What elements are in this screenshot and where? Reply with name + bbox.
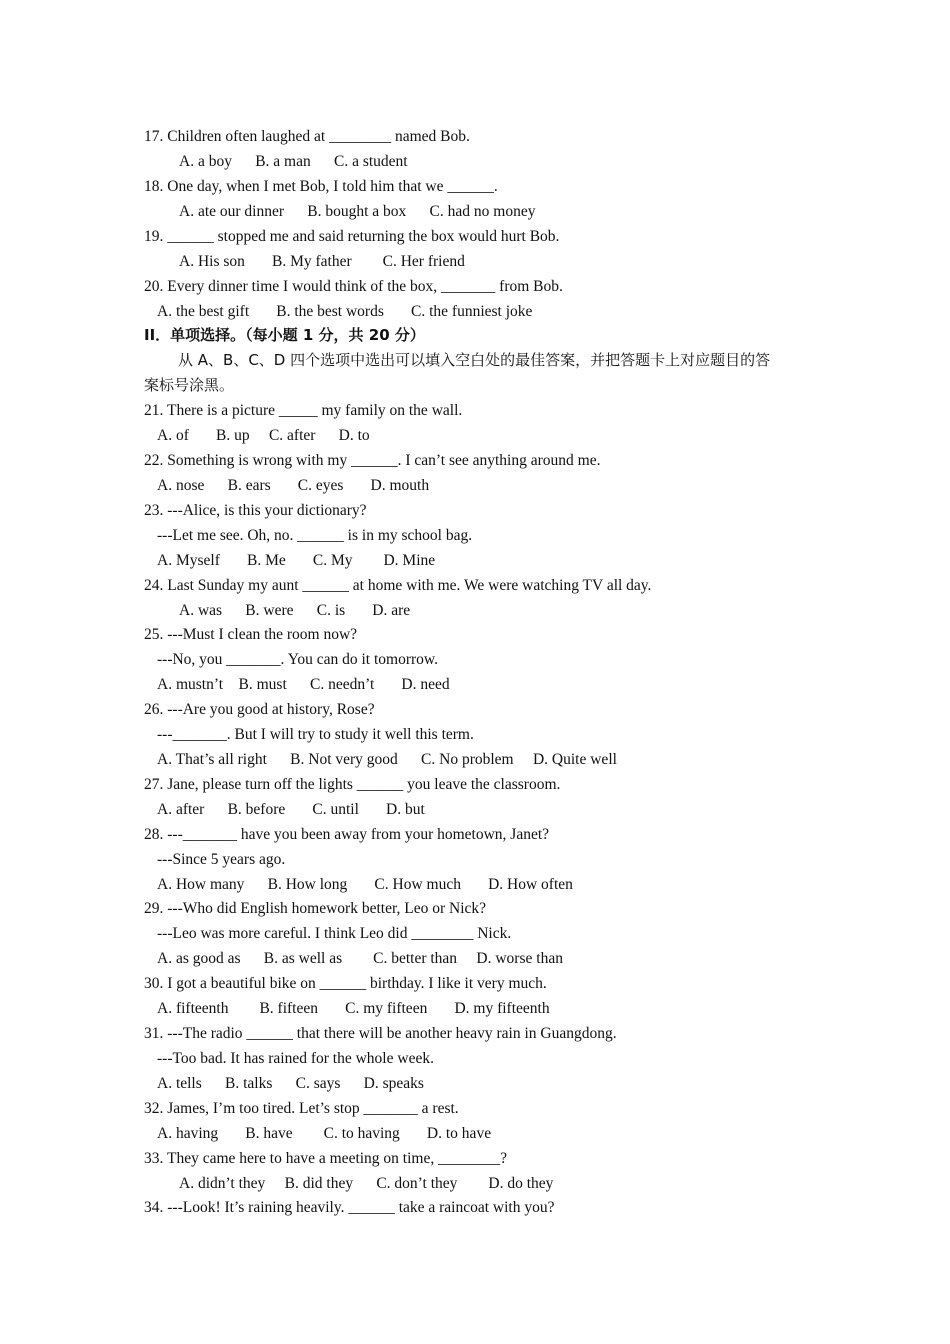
question-34: 34. ---Look! It’s raining heavily. ______ take a raincoat with you? — [144, 1199, 555, 1216]
question-25-reply: ---No, you _______. You can do it tomorrow. — [157, 651, 438, 668]
options-26: A. That’s all right B. Not very good C. No problem D. Quite well — [157, 751, 617, 768]
question-33: 33. They came here to have a meeting on time, ________? — [144, 1150, 507, 1167]
question-19: 19. ______ stopped me and said returning the box would hurt Bob. — [144, 228, 560, 245]
question-31: 31. ---The radio ______ that there will be another heavy rain in Guangdong. — [144, 1025, 617, 1042]
question-24: 24. Last Sunday my aunt ______ at home with me. We were watching TV all day. — [144, 577, 652, 594]
options-19: A. His son B. My father C. Her friend — [179, 253, 465, 270]
options-25: A. mustn’t B. must C. needn’t D. need — [157, 676, 450, 693]
options-22: A. nose B. ears C. eyes D. mouth — [157, 477, 430, 494]
question-22: 22. Something is wrong with my ______. I can’t see anything around me. — [144, 452, 601, 469]
options-17: A. a boy B. a man C. a student — [179, 153, 408, 170]
section-heading: II．单项选择。（每小题 1 分，共 20 分） — [144, 326, 425, 344]
question-23-reply: ---Let me see. Oh, no. ______ is in my school bag. — [157, 527, 473, 544]
options-29: A. as good as B. as well as C. better than D. worse than — [157, 950, 563, 967]
section-instruction-cont: 案标号涂黑。 — [144, 376, 235, 394]
options-30: A. fifteenth B. fifteen C. my fifteen D. my fifteenth — [157, 1000, 550, 1017]
question-21: 21. There is a picture _____ my family on the wall. — [144, 402, 463, 419]
options-33: A. didn’t they B. did they C. don’t they D. do they — [179, 1175, 554, 1192]
question-27: 27. Jane, please turn off the lights ______ you leave the classroom. — [144, 776, 561, 793]
section-instruction: 从 A、B、C、D 四个选项中选出可以填入空白处的最佳答案，并把答题卡上对应题目的答 — [178, 351, 771, 369]
question-29: 29. ---Who did English homework better, Leo or Nick? — [144, 900, 487, 917]
options-28: A. How many B. How long C. How much D. How often — [157, 876, 573, 893]
question-26-reply: ---_______. But I will try to study it well this term. — [157, 726, 474, 743]
question-26: 26. ---Are you good at history, Rose? — [144, 701, 375, 718]
options-21: A. of B. up C. after D. to — [157, 427, 370, 444]
options-24: A. was B. were C. is D. are — [179, 602, 411, 619]
options-32: A. having B. have C. to having D. to have — [157, 1125, 492, 1142]
question-31-reply: ---Too bad. It has rained for the whole week. — [157, 1050, 434, 1067]
question-29-reply: ---Leo was more careful. I think Leo did ________ Nick. — [157, 925, 512, 942]
question-17: 17. Children often laughed at ________ named Bob. — [144, 128, 470, 145]
options-18: A. ate our dinner B. bought a box C. had no money — [179, 203, 536, 220]
question-28: 28. ---_______ have you been away from your hometown, Janet? — [144, 826, 550, 843]
question-18: 18. One day, when I met Bob, I told him that we ______. — [144, 178, 498, 195]
question-23: 23. ---Alice, is this your dictionary? — [144, 502, 367, 519]
question-30: 30. I got a beautiful bike on ______ birthday. I like it very much. — [144, 975, 547, 992]
question-28-reply: ---Since 5 years ago. — [157, 851, 286, 868]
options-23: A. Myself B. Me C. My D. Mine — [157, 552, 436, 569]
question-20: 20. Every dinner time I would think of the box, _______ from Bob. — [144, 278, 563, 295]
question-25: 25. ---Must I clean the room now? — [144, 626, 358, 643]
question-32: 32. James, I’m too tired. Let’s stop _______ a rest. — [144, 1100, 459, 1117]
options-20: A. the best gift B. the best words C. the funniest joke — [157, 303, 533, 320]
options-31: A. tells B. talks C. says D. speaks — [157, 1075, 424, 1092]
options-27: A. after B. before C. until D. but — [157, 801, 425, 818]
